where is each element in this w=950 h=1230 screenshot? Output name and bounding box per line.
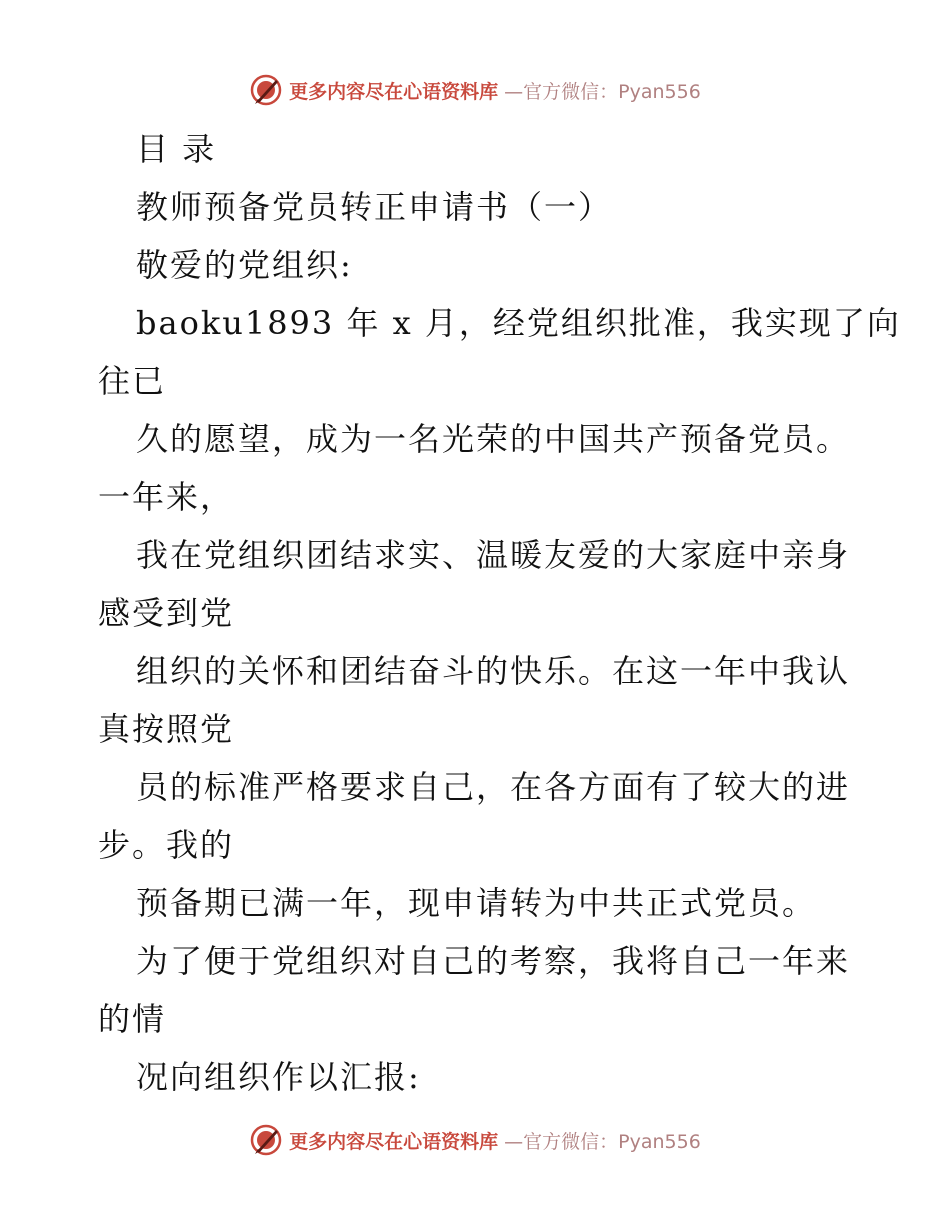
body-line: 组织的关怀和团结奋斗的快乐。在这一年中我认: [136, 652, 851, 690]
footer-official-text: —官方微信：Pyan556: [504, 1130, 701, 1153]
document-title: 教师预备党员转正申请书（一）: [136, 188, 613, 226]
header-banner: [0, 70, 950, 110]
body-line: 的情: [98, 1000, 167, 1038]
document-body: [98, 120, 901, 1106]
body-line: 感受到党: [98, 594, 235, 632]
header-official-text: —官方微信：Pyan556: [504, 80, 701, 103]
header-site-text: 更多内容尽在心语资料库: [289, 80, 499, 103]
toc-heading: 目 录: [136, 130, 217, 168]
salutation: 敬爱的党组织:: [136, 246, 353, 284]
body-line: 员的标准严格要求自己，在各方面有了较大的进: [136, 768, 851, 806]
body-line: 我在党组织团结求实、温暖友爱的大家庭中亲身: [136, 536, 851, 574]
body-line: 真按照党: [98, 710, 235, 748]
body-line: baoku1893 年 x 月，经党组织批准，我实现了向: [136, 304, 901, 342]
body-line: 久的愿望，成为一名光荣的中国共产预备党员。: [136, 420, 851, 458]
footer-site-text: 更多内容尽在心语资料库: [289, 1130, 499, 1153]
body-line: 步。我的: [98, 826, 235, 864]
body-line: 为了便于党组织对自己的考察，我将自己一年来: [136, 942, 851, 980]
body-line: 况向组织作以汇报:: [136, 1058, 421, 1096]
body-line: 预备期已满一年，现申请转为中共正式党员。: [136, 884, 817, 922]
pen-logo-icon: [249, 1123, 283, 1157]
body-line: 往已: [98, 362, 167, 400]
pen-logo-icon: [249, 73, 283, 107]
footer-banner: [0, 1120, 950, 1160]
body-line: 一年来，: [98, 478, 235, 516]
